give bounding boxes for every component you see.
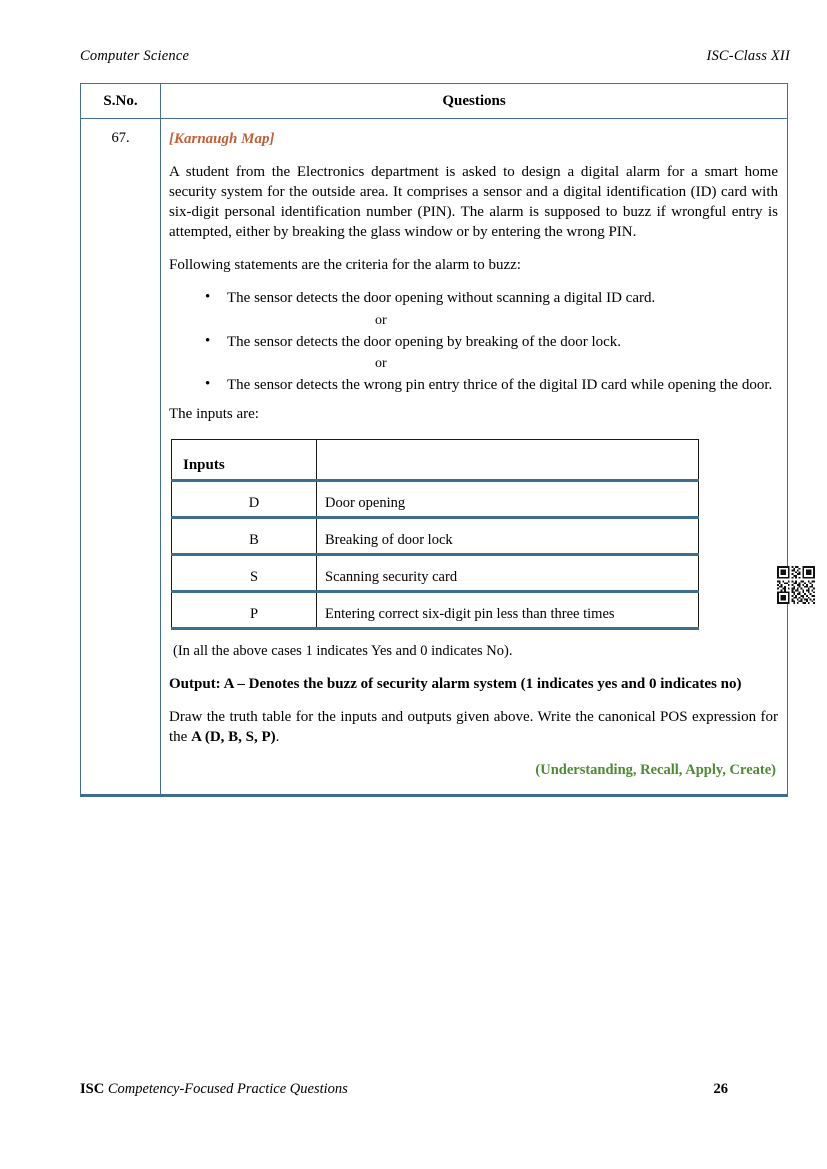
input-symbol: B [172,517,317,554]
table-row [81,119,788,796]
inputs-table [171,439,699,630]
list-item-label: The sensor detects the wrong pin entry thrice of the digital ID card while opening the door. [227,376,773,393]
table-row [172,517,699,554]
criteria-lead: Following statements are the criteria for the alarm to buzz: [169,256,521,273]
connector-label-2: or [375,355,387,371]
list-item-label: The sensor detects the door opening by breaking of the door lock. [227,333,622,350]
bullet-icon: • [205,375,211,392]
list-item [205,375,778,395]
column-header-questions: Questions [161,84,788,119]
topic-tag: [Karnaugh Map] [169,131,275,147]
page-number: 26 [713,1081,728,1097]
question-body [161,119,788,796]
inputs-lead: The inputs are: [169,405,259,422]
inputs-header-label: Inputs [172,439,317,480]
criteria-list [169,288,778,394]
table-row [172,554,699,591]
footer-brand: ISC [80,1081,105,1097]
input-description: Entering correct six-digit pin less than three times [317,591,699,628]
skills-tag: (Understanding, Recall, Apply, Create) [535,761,776,778]
footer-subtitle: Competency-Focused Practice Questions [104,1081,348,1097]
connector-row [227,353,778,374]
task-expression: A (D, B, S, P) [191,729,276,746]
task-instruction [169,708,778,748]
input-description: Breaking of door lock [317,517,699,554]
table-row [172,480,699,517]
footer-title [80,1081,348,1098]
connector-label-1: or [375,312,387,328]
inputs-header-blank [317,439,699,480]
running-head-class: ISC-Class XII [706,48,790,64]
note-text: (In all the above cases 1 indicates Yes and 0 indicates No). [173,642,513,659]
qr-code-icon [777,566,815,604]
input-symbol: P [172,591,317,628]
list-item-label: The sensor detects the door opening without scanning a digital ID card. [227,290,656,307]
column-header-sno: S.No. [81,84,161,119]
question-number: 67. [81,119,161,796]
question-table-header-row [81,84,788,119]
task-instruction-part2: . [275,729,280,746]
running-head [80,48,790,65]
output-definition: Output: A – Denotes the buzz of security alarm system (1 indicates yes and 0 indicates no) [169,675,742,692]
qr-code [777,566,815,604]
input-description: Door opening [317,480,699,517]
intro-paragraph: A student from the Electronics department is asked to design a digital alarm for a smart home security system for the outside area. It comprises a sensor and a digital identification (ID) card with six-digit personal identification number (PIN). The alarm is supposed to buzz if wrongful entry is attempted, either by breaking the glass window or by entering the wrong PIN. [169,163,778,240]
page-footer [80,1081,790,1098]
table-row [172,591,699,628]
task-instruction-part1: Draw the truth table for the inputs and outputs given above. Write the canonical POS expression for the [169,709,778,746]
list-item [205,332,778,352]
question-table [80,83,788,797]
inputs-table-header-row [172,439,699,480]
running-head-subject: Computer Science [80,48,190,64]
list-item [205,288,778,308]
input-description: Scanning security card [317,554,699,591]
input-symbol: D [172,480,317,517]
connector-row [227,310,778,331]
bullet-icon: • [205,289,211,306]
input-symbol: S [172,554,317,591]
bullet-icon: • [205,332,211,349]
